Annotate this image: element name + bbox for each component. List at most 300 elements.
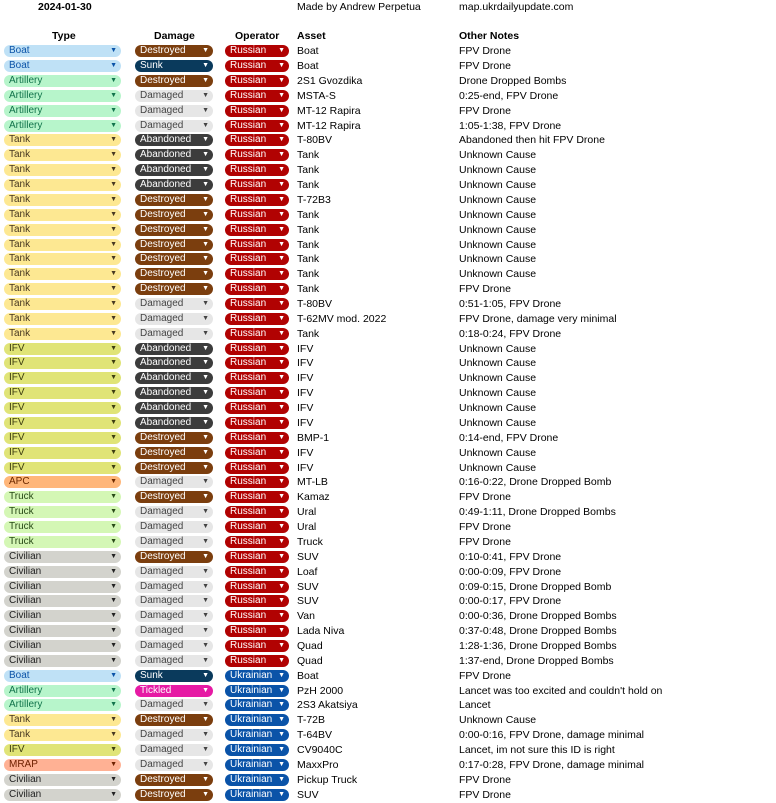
asset-cell[interactable]: SUV: [297, 550, 319, 563]
damage-dropdown[interactable]: [135, 640, 213, 652]
type-dropdown[interactable]: [4, 194, 121, 206]
dropdown-arrow-icon: ▼: [202, 612, 209, 620]
notes-cell[interactable]: Unknown Cause: [459, 446, 537, 459]
damage-dropdown[interactable]: [135, 283, 213, 295]
type-dropdown[interactable]: [4, 313, 121, 325]
notes-cell[interactable]: Unknown Cause: [459, 208, 537, 221]
header-type[interactable]: Type: [52, 30, 76, 42]
dropdown-arrow-icon: ▼: [110, 344, 117, 352]
damage-dropdown[interactable]: [135, 343, 213, 355]
damage-dropdown[interactable]: [135, 685, 213, 697]
damage-dropdown[interactable]: [135, 164, 213, 176]
type-dropdown[interactable]: [4, 536, 121, 548]
operator-dropdown[interactable]: [225, 610, 289, 622]
notes-cell[interactable]: Unknown Cause: [459, 342, 537, 355]
notes-cell[interactable]: FPV Drone: [459, 45, 511, 58]
asset-cell[interactable]: T-80BV: [297, 297, 333, 310]
asset-cell[interactable]: IFV: [297, 342, 314, 355]
dropdown-arrow-icon: ▼: [202, 448, 209, 456]
damage-dropdown[interactable]: [135, 253, 213, 265]
damage-dropdown[interactable]: [135, 551, 213, 563]
type-dropdown[interactable]: [4, 357, 121, 369]
damage-dropdown[interactable]: [135, 194, 213, 206]
type-dropdown[interactable]: [4, 685, 121, 697]
asset-cell[interactable]: IFV: [297, 357, 314, 370]
damage-dropdown-label: Damaged: [140, 119, 184, 131]
operator-dropdown-label: Russian: [230, 595, 267, 607]
asset-cell[interactable]: Quad: [297, 640, 323, 652]
damage-dropdown[interactable]: [135, 670, 213, 682]
damage-dropdown[interactable]: [135, 462, 213, 474]
type-dropdown-label: Tank: [9, 149, 31, 161]
asset-cell[interactable]: Tank: [297, 179, 320, 192]
dropdown-arrow-icon: ▼: [278, 523, 285, 531]
damage-dropdown[interactable]: [135, 610, 213, 622]
asset-cell[interactable]: Tank: [297, 149, 320, 162]
notes-cell[interactable]: Unknown Cause: [459, 238, 537, 251]
notes-cell[interactable]: 0:16-0:22, Drone Dropped Bomb: [459, 476, 612, 489]
notes-cell[interactable]: Lancet was too excited and couldn't hold on: [459, 684, 663, 697]
operator-dropdown[interactable]: [225, 402, 289, 414]
asset-cell[interactable]: T-80BV: [297, 134, 333, 147]
type-dropdown[interactable]: [4, 372, 121, 384]
damage-dropdown[interactable]: [135, 134, 213, 146]
type-dropdown[interactable]: [4, 551, 121, 563]
notes-cell[interactable]: Unknown Cause: [459, 357, 537, 370]
dropdown-arrow-icon: ▼: [278, 552, 285, 560]
notes-cell[interactable]: Abandoned then hit FPV Drone: [459, 134, 605, 147]
type-dropdown-label: APC: [9, 476, 30, 488]
asset-cell[interactable]: IFV: [297, 387, 314, 400]
operator-dropdown[interactable]: [225, 491, 289, 503]
asset-cell[interactable]: T-62MV mod. 2022: [297, 312, 387, 325]
asset-cell[interactable]: IFV: [297, 402, 314, 415]
table-row: [0, 758, 776, 773]
operator-dropdown[interactable]: [225, 298, 289, 310]
notes-cell[interactable]: Unknown Cause: [459, 164, 537, 177]
type-dropdown[interactable]: [4, 239, 121, 251]
notes-cell[interactable]: FPV Drone, damage very minimal: [459, 312, 617, 325]
operator-dropdown[interactable]: [225, 417, 289, 429]
notes-cell[interactable]: Unknown Cause: [459, 149, 537, 162]
damage-dropdown[interactable]: [135, 313, 213, 325]
dropdown-arrow-icon: ▼: [110, 359, 117, 367]
asset-cell[interactable]: SUV: [297, 580, 319, 593]
asset-cell[interactable]: IFV: [297, 461, 314, 474]
notes-cell[interactable]: FPV Drone: [459, 535, 511, 548]
asset-cell[interactable]: Ural: [297, 506, 317, 519]
asset-cell[interactable]: T-72B3: [297, 193, 331, 206]
dropdown-arrow-icon: ▼: [202, 195, 209, 203]
type-dropdown[interactable]: [4, 714, 121, 726]
operator-dropdown[interactable]: [225, 134, 289, 146]
damage-dropdown[interactable]: [135, 566, 213, 578]
operator-dropdown[interactable]: [225, 536, 289, 548]
dropdown-arrow-icon: ▼: [110, 255, 117, 263]
type-dropdown[interactable]: [4, 134, 121, 146]
asset-cell[interactable]: T-64BV: [297, 729, 333, 742]
type-dropdown[interactable]: [4, 789, 121, 801]
asset-cell[interactable]: 2S3 Akatsiya: [297, 699, 358, 712]
operator-dropdown[interactable]: [225, 640, 289, 652]
operator-dropdown[interactable]: [225, 729, 289, 741]
asset-cell[interactable]: Tank: [297, 238, 320, 251]
type-dropdown[interactable]: [4, 521, 121, 533]
damage-dropdown[interactable]: [135, 357, 213, 369]
type-dropdown[interactable]: [4, 209, 121, 221]
damage-dropdown[interactable]: [135, 402, 213, 414]
notes-cell[interactable]: Unknown Cause: [459, 714, 537, 727]
operator-dropdown[interactable]: [225, 625, 289, 637]
notes-cell[interactable]: 1:28-1:36, Drone Dropped Bombs: [459, 640, 617, 652]
asset-cell[interactable]: CV9040C: [297, 744, 343, 757]
operator-dropdown[interactable]: [225, 566, 289, 578]
notes-cell[interactable]: Unknown Cause: [459, 461, 537, 474]
operator-dropdown-label: Russian: [230, 431, 267, 443]
type-dropdown-label: Civilian: [9, 788, 42, 800]
notes-cell[interactable]: 0:49-1:11, Drone Dropped Bombs: [459, 506, 616, 519]
dropdown-arrow-icon: ▼: [110, 746, 117, 754]
notes-cell[interactable]: 0:10-0:41, FPV Drone: [459, 550, 562, 563]
operator-dropdown[interactable]: [225, 60, 289, 72]
asset-cell[interactable]: Ural: [297, 521, 317, 534]
damage-dropdown[interactable]: [135, 298, 213, 310]
asset-cell[interactable]: Tank: [297, 268, 320, 281]
asset-cell[interactable]: IFV: [297, 372, 314, 385]
notes-cell[interactable]: 0:09-0:15, Drone Dropped Bomb: [459, 580, 612, 593]
notes-cell[interactable]: FPV Drone: [459, 773, 511, 786]
operator-dropdown[interactable]: [225, 239, 289, 251]
damage-dropdown[interactable]: [135, 120, 213, 132]
type-dropdown[interactable]: [4, 268, 121, 280]
type-dropdown[interactable]: [4, 581, 121, 593]
operator-dropdown-label: Russian: [230, 119, 267, 131]
damage-dropdown[interactable]: [135, 699, 213, 711]
dropdown-arrow-icon: ▼: [110, 76, 117, 84]
asset-cell[interactable]: BMP-1: [297, 431, 330, 444]
notes-cell[interactable]: 1:05-1:38, FPV Drone: [459, 119, 562, 132]
damage-dropdown[interactable]: [135, 595, 213, 607]
damage-dropdown[interactable]: [135, 90, 213, 102]
type-dropdown[interactable]: [4, 253, 121, 265]
damage-dropdown[interactable]: [135, 149, 213, 161]
type-dropdown[interactable]: [4, 432, 121, 444]
type-dropdown[interactable]: [4, 655, 121, 667]
asset-cell[interactable]: Truck: [297, 535, 323, 548]
notes-cell[interactable]: Unknown Cause: [459, 372, 537, 385]
type-dropdown[interactable]: [4, 283, 121, 295]
notes-cell[interactable]: 0:18-0:24, FPV Drone: [459, 327, 562, 340]
type-dropdown[interactable]: [4, 343, 121, 355]
type-dropdown[interactable]: [4, 774, 121, 786]
type-dropdown[interactable]: [4, 224, 121, 236]
type-dropdown[interactable]: [4, 625, 121, 637]
notes-cell[interactable]: 0:37-0:48, Drone Dropped Bombs: [459, 625, 617, 638]
operator-dropdown[interactable]: [225, 120, 289, 132]
damage-dropdown[interactable]: [135, 789, 213, 801]
asset-cell[interactable]: Boat: [297, 669, 319, 682]
operator-dropdown[interactable]: [225, 476, 289, 488]
operator-dropdown[interactable]: [225, 462, 289, 474]
asset-cell[interactable]: Tank: [297, 164, 320, 177]
operator-dropdown[interactable]: [225, 357, 289, 369]
table-row: [0, 401, 776, 416]
operator-dropdown[interactable]: [225, 313, 289, 325]
type-dropdown[interactable]: [4, 60, 121, 72]
operator-dropdown[interactable]: [225, 179, 289, 191]
asset-cell[interactable]: Pickup Truck: [297, 773, 358, 786]
damage-dropdown[interactable]: [135, 536, 213, 548]
notes-cell[interactable]: Lancet, im not sure this ID is right: [459, 744, 615, 757]
notes-cell[interactable]: 1:37-end, Drone Dropped Bombs: [459, 654, 614, 667]
dropdown-arrow-icon: ▼: [278, 225, 285, 233]
asset-cell[interactable]: MT-LB: [297, 476, 328, 489]
asset-cell[interactable]: Quad: [297, 654, 323, 667]
operator-dropdown-label: Ukrainian: [230, 699, 273, 711]
operator-dropdown[interactable]: [225, 209, 289, 221]
type-dropdown[interactable]: [4, 105, 121, 117]
header-asset[interactable]: Asset: [297, 30, 326, 42]
operator-dropdown[interactable]: [225, 774, 289, 786]
notes-cell[interactable]: Lancet: [459, 699, 491, 712]
notes-cell[interactable]: 0:00-0:17, FPV Drone: [459, 595, 562, 608]
asset-cell[interactable]: Tank: [297, 223, 320, 236]
operator-dropdown[interactable]: [225, 387, 289, 399]
type-dropdown[interactable]: [4, 447, 121, 459]
asset-cell[interactable]: Lada Niva: [297, 625, 345, 638]
operator-dropdown[interactable]: [225, 268, 289, 280]
type-dropdown[interactable]: [4, 164, 121, 176]
operator-dropdown[interactable]: [225, 670, 289, 682]
dropdown-arrow-icon: ▼: [110, 508, 117, 516]
notes-cell[interactable]: FPV Drone: [459, 788, 511, 801]
notes-cell[interactable]: FPV Drone: [459, 104, 511, 117]
damage-dropdown[interactable]: [135, 774, 213, 786]
damage-dropdown[interactable]: [135, 387, 213, 399]
asset-cell[interactable]: Tank: [297, 283, 320, 296]
type-dropdown[interactable]: [4, 75, 121, 87]
notes-cell[interactable]: 0:51-1:05, FPV Drone: [459, 297, 562, 310]
operator-dropdown[interactable]: [225, 283, 289, 295]
damage-dropdown[interactable]: [135, 105, 213, 117]
asset-cell[interactable]: SUV: [297, 788, 319, 801]
damage-dropdown[interactable]: [135, 239, 213, 251]
asset-cell[interactable]: T-72B: [297, 714, 326, 727]
notes-cell[interactable]: Unknown Cause: [459, 387, 537, 400]
damage-dropdown[interactable]: [135, 476, 213, 488]
operator-dropdown[interactable]: [225, 789, 289, 801]
operator-dropdown[interactable]: [225, 253, 289, 265]
asset-cell[interactable]: MSTA-S: [297, 89, 336, 102]
dropdown-arrow-icon: ▼: [278, 166, 285, 174]
damage-dropdown-label: Damaged: [140, 640, 184, 651]
operator-dropdown[interactable]: [225, 551, 289, 563]
notes-cell[interactable]: Drone Dropped Bombs: [459, 74, 567, 87]
operator-dropdown-label: Russian: [230, 625, 267, 637]
damage-dropdown[interactable]: [135, 417, 213, 429]
type-dropdown[interactable]: [4, 759, 121, 771]
notes-cell[interactable]: 0:00-0:09, FPV Drone: [459, 565, 562, 578]
damage-dropdown[interactable]: [135, 521, 213, 533]
type-dropdown[interactable]: [4, 45, 121, 57]
notes-cell[interactable]: Unknown Cause: [459, 223, 537, 236]
operator-dropdown[interactable]: [225, 343, 289, 355]
type-dropdown[interactable]: [4, 610, 121, 622]
damage-dropdown[interactable]: [135, 655, 213, 667]
operator-dropdown[interactable]: [225, 759, 289, 771]
damage-dropdown[interactable]: [135, 60, 213, 72]
damage-dropdown[interactable]: [135, 328, 213, 340]
type-dropdown[interactable]: [4, 699, 121, 711]
operator-dropdown[interactable]: [225, 699, 289, 711]
notes-cell[interactable]: 0:00-0:16, FPV Drone, damage minimal: [459, 729, 645, 742]
dropdown-arrow-icon: ▼: [202, 404, 209, 412]
dropdown-arrow-icon: ▼: [202, 686, 209, 694]
asset-cell[interactable]: SUV: [297, 595, 319, 608]
operator-dropdown[interactable]: [225, 149, 289, 161]
type-dropdown[interactable]: [4, 744, 121, 756]
operator-dropdown[interactable]: [225, 90, 289, 102]
asset-cell[interactable]: IFV: [297, 416, 314, 429]
operator-dropdown[interactable]: [225, 194, 289, 206]
asset-cell[interactable]: Loaf: [297, 565, 318, 578]
operator-dropdown[interactable]: [225, 372, 289, 384]
type-dropdown[interactable]: [4, 640, 121, 652]
table-row: [0, 565, 776, 580]
header-operator[interactable]: Operator: [235, 30, 280, 42]
operator-dropdown[interactable]: [225, 685, 289, 697]
notes-cell[interactable]: Unknown Cause: [459, 268, 537, 281]
asset-cell[interactable]: Tank: [297, 327, 320, 340]
damage-dropdown[interactable]: [135, 714, 213, 726]
operator-dropdown[interactable]: [225, 432, 289, 444]
damage-dropdown[interactable]: [135, 179, 213, 191]
damage-dropdown[interactable]: [135, 491, 213, 503]
type-dropdown[interactable]: [4, 729, 121, 741]
notes-cell[interactable]: Unknown Cause: [459, 179, 537, 192]
type-dropdown-label: Civilian: [9, 580, 42, 592]
damage-dropdown[interactable]: [135, 268, 213, 280]
notes-cell[interactable]: FPV Drone: [459, 669, 511, 682]
asset-cell[interactable]: Kamaz: [297, 491, 330, 504]
notes-cell[interactable]: FPV Drone: [459, 60, 511, 73]
type-dropdown[interactable]: [4, 491, 121, 503]
operator-dropdown[interactable]: [225, 595, 289, 607]
dropdown-arrow-icon: ▼: [202, 716, 209, 724]
source-site[interactable]: map.ukrdailyupdate.com: [459, 1, 574, 13]
type-dropdown[interactable]: [4, 670, 121, 682]
operator-dropdown[interactable]: [225, 75, 289, 87]
operator-dropdown[interactable]: [225, 655, 289, 667]
asset-cell[interactable]: Tank: [297, 253, 320, 266]
asset-cell[interactable]: MT-12 Rapira: [297, 119, 361, 132]
type-dropdown[interactable]: [4, 120, 121, 132]
damage-dropdown[interactable]: [135, 506, 213, 518]
dropdown-arrow-icon: ▼: [278, 270, 285, 278]
operator-dropdown[interactable]: [225, 164, 289, 176]
type-dropdown[interactable]: [4, 179, 121, 191]
notes-cell[interactable]: 0:17-0:28, FPV Drone, damage minimal: [459, 758, 645, 771]
damage-dropdown[interactable]: [135, 224, 213, 236]
asset-cell[interactable]: PzH 2000: [297, 684, 344, 697]
notes-cell[interactable]: FPV Drone: [459, 283, 511, 296]
notes-cell[interactable]: 0:25-end, FPV Drone: [459, 89, 559, 102]
damage-dropdown[interactable]: [135, 75, 213, 87]
damage-dropdown[interactable]: [135, 744, 213, 756]
type-dropdown[interactable]: [4, 298, 121, 310]
damage-dropdown-label: Tickled: [140, 684, 172, 696]
table-row: [0, 624, 776, 639]
damage-dropdown[interactable]: [135, 729, 213, 741]
operator-dropdown[interactable]: [225, 521, 289, 533]
operator-dropdown[interactable]: [225, 105, 289, 117]
header-damage[interactable]: Damage: [154, 30, 195, 42]
type-dropdown[interactable]: [4, 417, 121, 429]
notes-cell[interactable]: 0:14-end, FPV Drone: [459, 431, 559, 444]
asset-cell[interactable]: Boat: [297, 60, 319, 73]
type-dropdown[interactable]: [4, 566, 121, 578]
dropdown-arrow-icon: ▼: [278, 389, 285, 397]
notes-cell[interactable]: Unknown Cause: [459, 402, 537, 415]
asset-cell[interactable]: IFV: [297, 446, 314, 459]
operator-dropdown[interactable]: [225, 506, 289, 518]
notes-cell[interactable]: Unknown Cause: [459, 253, 537, 266]
operator-dropdown[interactable]: [225, 714, 289, 726]
type-dropdown[interactable]: [4, 90, 121, 102]
dropdown-arrow-icon: ▼: [202, 166, 209, 174]
operator-dropdown[interactable]: [225, 447, 289, 459]
damage-dropdown[interactable]: [135, 372, 213, 384]
asset-cell[interactable]: Van: [297, 610, 315, 623]
type-dropdown[interactable]: [4, 595, 121, 607]
operator-dropdown[interactable]: [225, 224, 289, 236]
dropdown-arrow-icon: ▼: [110, 195, 117, 203]
operator-dropdown[interactable]: [225, 45, 289, 57]
damage-dropdown[interactable]: [135, 759, 213, 771]
type-dropdown[interactable]: [4, 476, 121, 488]
notes-cell[interactable]: FPV Drone: [459, 491, 511, 504]
type-dropdown[interactable]: [4, 328, 121, 340]
type-dropdown[interactable]: [4, 402, 121, 414]
notes-cell[interactable]: Unknown Cause: [459, 416, 537, 429]
damage-dropdown[interactable]: [135, 581, 213, 593]
type-dropdown[interactable]: [4, 506, 121, 518]
notes-cell[interactable]: Unknown Cause: [459, 193, 537, 206]
table-row: [0, 431, 776, 446]
operator-dropdown[interactable]: [225, 328, 289, 340]
header-notes[interactable]: Other Notes: [459, 30, 520, 42]
notes-cell[interactable]: 0:00-0:36, Drone Dropped Bombs: [459, 610, 617, 623]
operator-dropdown-label: Russian: [230, 253, 267, 265]
asset-cell[interactable]: MT-12 Rapira: [297, 104, 361, 117]
type-dropdown[interactable]: [4, 387, 121, 399]
damage-dropdown[interactable]: [135, 447, 213, 459]
damage-dropdown[interactable]: [135, 209, 213, 221]
notes-cell[interactable]: FPV Drone: [459, 521, 511, 534]
asset-cell[interactable]: Boat: [297, 45, 319, 58]
damage-dropdown[interactable]: [135, 45, 213, 57]
operator-dropdown[interactable]: [225, 744, 289, 756]
damage-dropdown[interactable]: [135, 432, 213, 444]
asset-cell[interactable]: Tank: [297, 208, 320, 221]
damage-dropdown[interactable]: [135, 625, 213, 637]
asset-cell[interactable]: 2S1 Gvozdika: [297, 74, 363, 87]
operator-dropdown[interactable]: [225, 581, 289, 593]
operator-dropdown-label: Russian: [230, 208, 267, 220]
type-dropdown[interactable]: [4, 462, 121, 474]
asset-cell[interactable]: MaxxPro: [297, 758, 339, 771]
type-dropdown[interactable]: [4, 149, 121, 161]
